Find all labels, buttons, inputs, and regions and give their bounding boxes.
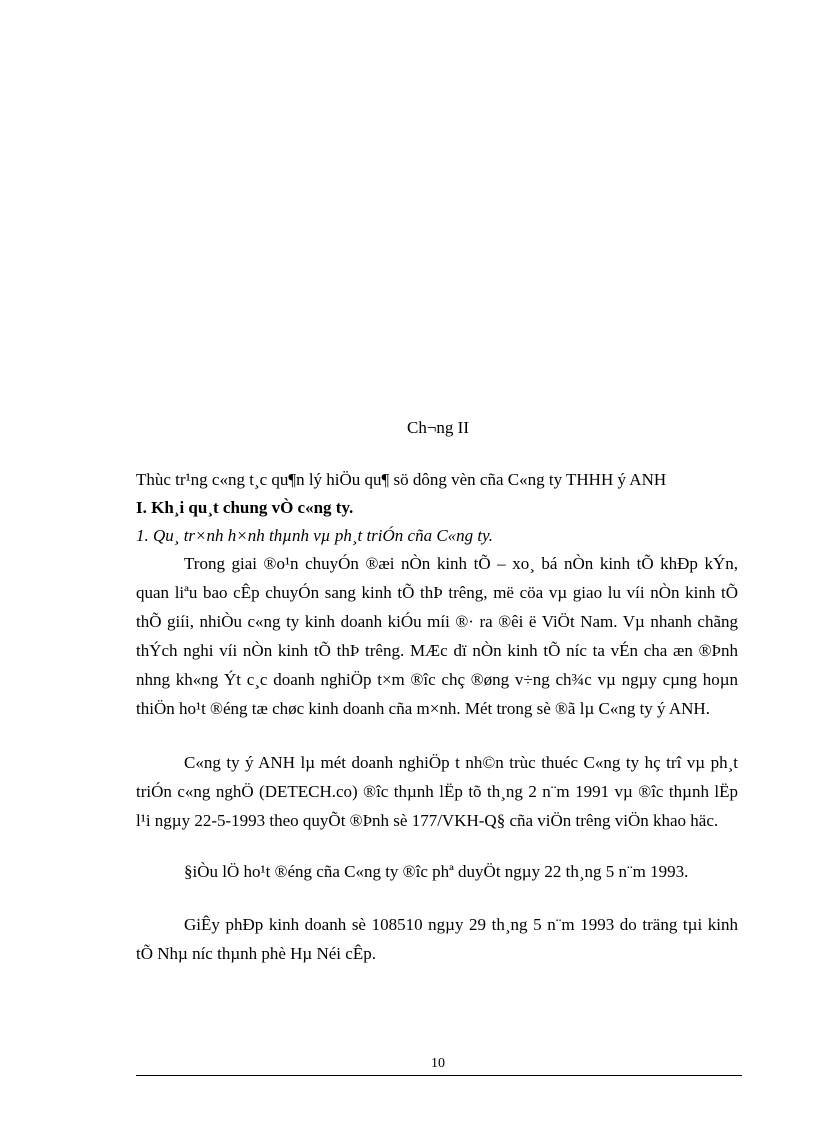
section-heading: I. Kh¸i qu¸t chung vÒ c«ng ty.	[136, 498, 354, 517]
body-paragraph: §iÒu lÖ ho¹t ®éng cña C«ng ty ®îc phª duyÖt ngµy 22 th¸ng 5 n¨m 1993.	[184, 862, 689, 881]
body-paragraph: C«ng ty ý ANH lµ mét doanh nghiÖp t nh©n trùc thuéc C«ng ty hç trî vµ ph¸t triÓn c«ng nghÖ (DETECH.co) ®îc thµnh lËp tõ th¸ng 2 n¨m 1991 vµ ®îc thµnh lËp l¹i ngµy 22-5-1993 theo quyÕt ®Þnh sè 177/VKH-Q§ cña viÖn trêng viÖn khao häc.	[136, 753, 738, 830]
page-number: 10	[431, 1056, 445, 1071]
document-title: Thùc tr¹ng c«ng t¸c qu¶n lý hiÖu qu¶ sö dông vèn cña C«ng ty THHH ý ANH	[136, 470, 667, 489]
chapter-heading: Ch¬ng II	[407, 418, 469, 437]
footer-divider	[136, 1075, 742, 1076]
body-paragraph: GiÊy phÐp kinh doanh sè 108510 ngµy 29 th¸ng 5 n¨m 1993 do träng tµi kinh tÕ Nhµ níc thµnh phè Hµ Néi cÊp.	[136, 915, 738, 963]
subsection-heading: 1. Qu¸ tr×nh h×nh thµnh vµ ph¸t triÓn cña C«ng ty.	[136, 526, 494, 545]
body-paragraph: Trong giai ®o¹n chuyÓn ®æi nÒn kinh tÕ – xo¸ bá nÒn kinh tÕ khÐp kÝn, quan liªu bao cÊp chuyÓn sang kinh tÕ thÞ trêng, më cöa vµ giao lu víi nÒn kinh tÕ thÕ giíi, nhiÒu c«ng ty kinh doanh kiÓu míi ®· ra ®êi ë ViÖt Nam. Vµ nhanh chãng thÝch nghi víi nÒn kinh tÕ thÞ trêng. MÆc dï nÒn kinh tÕ níc ta vÉn cha æn ®Þnh nhng kh«ng Ýt c¸c doanh nghiÖp t×m ®îc chç ®øng v÷ng ch¾c vµ ngµy cµng hoµn thiÖn ho¹t ®éng tæ chøc kinh doanh cña m×nh. Mét trong sè ®ã lµ C«ng ty ý ANH.	[136, 554, 738, 718]
